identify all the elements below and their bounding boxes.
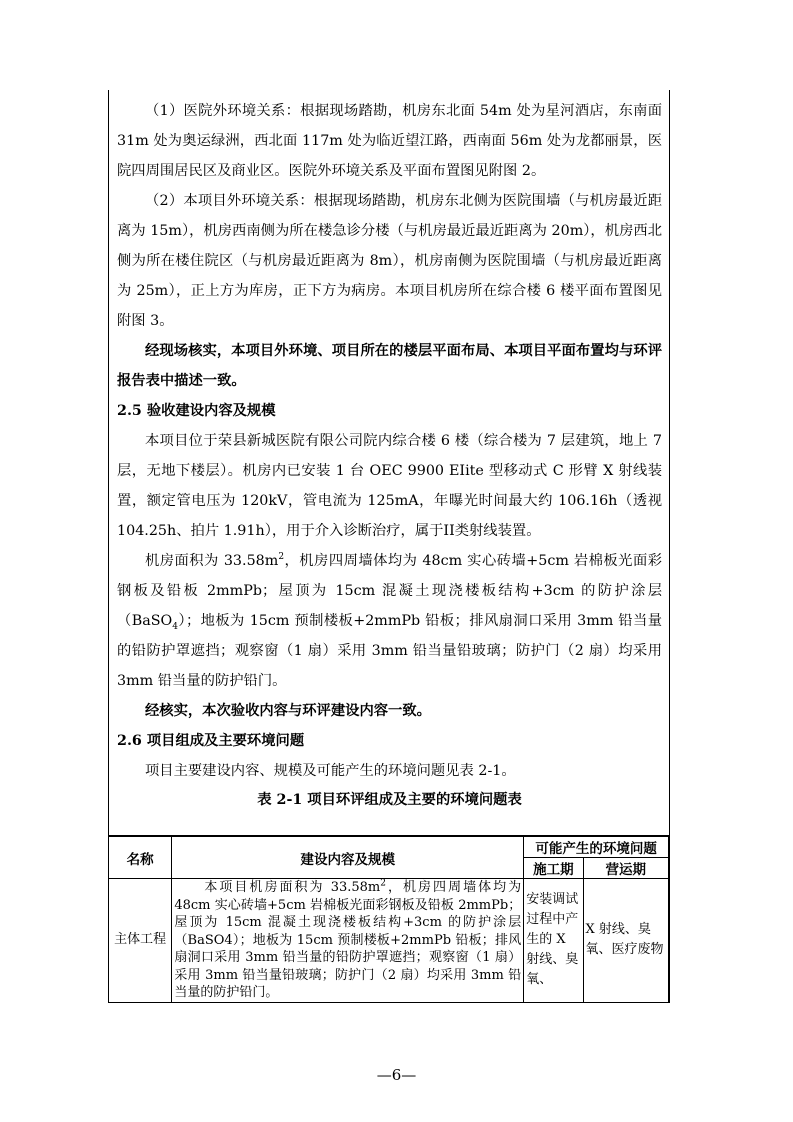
cell-operation: X 射线、臭氧、医疗废物 bbox=[583, 879, 668, 1003]
header-issues: 可能产生的环境问题 bbox=[524, 836, 669, 858]
header-operation: 营运期 bbox=[583, 858, 668, 879]
cell-content: 本项目机房面积为 $33.58m^2$，机房四周墙体均为 48cm 实心砖墙+5cm 岩棉板光面彩钢板及铅板 2mmPb；屋顶为 15cm 混凝土现浇楼板结构+3cm 的防护涂层（BaSO4）；地板为 15cm 预制楼板+2mmPb 铅板；排风扇洞口采用 3mm 铅当量的铅防护罩遮挡；观察窗（1 扇）采用 3mm 铅当量铅玻璃；防护门（2 扇）均采用 3mm 铅当量的防护铅门。 bbox=[172, 879, 524, 1003]
header-construction: 施工期 bbox=[524, 858, 583, 879]
cell-construction: 安装调试过程中产生的 X 射线、臭氧、 bbox=[524, 879, 583, 1003]
paragraph-scope-1: 本项目位于荣县新城医院有限公司院内综合楼 6 楼（综合楼为 7 层建筑，地上 7 层，无地下楼层）。机房内已安装 1 台 OEC 9900 EIite 型移动式 C 形臂 X 射线装置，额定管电压为 120kV，管电流为 125mA，年曝光时间最大约 106.16h（透视 104.25h、拍片 1.91h），用于介入诊断治疗，属于II类射线装置。 bbox=[117, 433, 662, 539]
document-body bbox=[117, 96, 662, 812]
cell-name: 主体工程 bbox=[109, 879, 172, 1003]
paragraph-verify-1: 经现场核实，本项目外环境、项目所在的楼层平面布局、本项目平面布置均与环评报告表中描述一致。 bbox=[117, 343, 662, 389]
section-heading-2-6: 2.6 项目组成及主要环境问题 bbox=[117, 733, 305, 749]
paragraph-scope-2: 机房面积为 $33.58m^2$，机房四周墙体均为 48cm 实心砖墙+5cm 岩棉板光面彩钢板及铅板 2mmPb；屋顶为 15cm 混凝土现浇楼板结构+3cm 的防护涂层（BaSO$_4$）；地板为 15cm 预制楼板+2mmPb 铅板；排风扇洞口采用 3mm 铅当量的铅防护罩遮挡；观察窗（1 扇）采用 3mm 铅当量铅玻璃；防护门（2 扇）均采用 3mm 铅当量的防护铅门。 bbox=[117, 552, 663, 689]
paragraph-env-outside-hospital: （1）医院外环境关系：根据现场踏勘，机房东北面 54m 处为星河酒店，东南面 31m 处为奥运绿洲，西北面 117m 处为临近望江路，西南面 56m 处为龙都丽景，医院四周围居民区及商业区。医院外环境关系及平面布置图见附图 2。 bbox=[117, 103, 662, 179]
page-number: —6— bbox=[376, 1066, 417, 1084]
paragraph-env-outside-project: （2）本项目外环境关系：根据现场踏勘，机房东北侧为医院围墙（与机房最近距离为 15m），机房西南侧为所在楼急诊分楼（与机房最近最近距离为 20m），机房西北侧为所在楼住院区（与机房最近距离为 8m），机房南侧为医院围墙（与机房最近距离为 25m），正上方为库房，正下方为病房。本项目机房所在综合楼 6 楼平面布置图见附图 3。 bbox=[117, 193, 662, 329]
header-content: 建设内容及规模 bbox=[172, 836, 524, 879]
paragraph-table-intro: 项目主要建设内容、规模及可能产生的环境问题见表 2-1。 bbox=[145, 763, 516, 779]
table-row bbox=[109, 879, 669, 1003]
section-heading-2-5: 2.5 验收建设内容及规模 bbox=[117, 403, 276, 419]
table-caption: 表 2-1 项目环评组成及主要的环境问题表 bbox=[257, 792, 522, 808]
header-name: 名称 bbox=[109, 836, 172, 879]
paragraph-verify-2: 经核实，本次验收内容与环评建设内容一致。 bbox=[145, 703, 431, 719]
environment-issues-table bbox=[108, 835, 669, 1003]
